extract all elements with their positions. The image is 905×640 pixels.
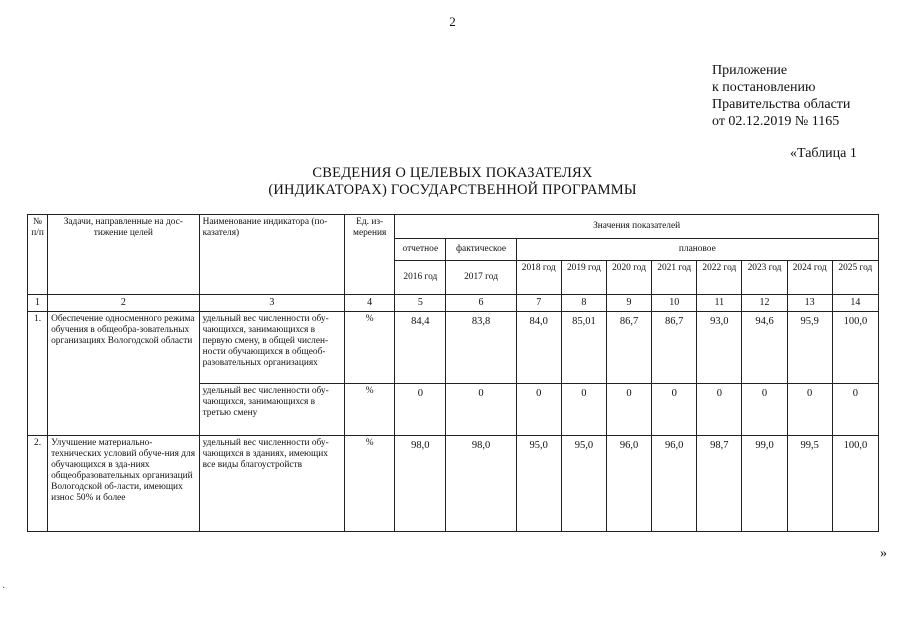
value-cell: 84,0 (516, 312, 561, 384)
column-number: 13 (787, 295, 832, 312)
value-cell: 0 (742, 384, 787, 436)
year-header: 2018 год (516, 261, 561, 295)
value-cell: 93,0 (697, 312, 742, 384)
column-number: 14 (832, 295, 878, 312)
closing-quote: » (880, 546, 887, 561)
year-header: 2024 год (787, 261, 832, 295)
column-number: 9 (606, 295, 651, 312)
table-reference: «Таблица 1 (790, 146, 857, 161)
row-indicator: удельный вес численности обу-чающихся в зданиях, имеющих все виды благоустройств (199, 436, 345, 532)
value-cell: 94,6 (742, 312, 787, 384)
row-num: 2. (28, 436, 48, 532)
value-cell: 86,7 (652, 312, 697, 384)
row-task: Обеспечение односменного режима обучения в общеобра-зовательных организациях Вологодской области (48, 312, 200, 436)
column-number: 10 (652, 295, 697, 312)
column-number: 6 (446, 295, 516, 312)
value-cell: 85,01 (561, 312, 606, 384)
table-row (28, 312, 879, 384)
column-number: 4 (345, 295, 395, 312)
annex-block (712, 62, 850, 130)
header-num: № п/п (28, 215, 48, 295)
value-cell: 95,9 (787, 312, 832, 384)
edge-mark: · (2, 583, 6, 594)
value-cell: 0 (561, 384, 606, 436)
title-line-2: (ИНДИКАТОРАХ) ГОСУДАРСТВЕННОЙ ПРОГРАММЫ (268, 182, 637, 198)
value-cell: 100,0 (832, 312, 878, 384)
value-cell: 0 (606, 384, 651, 436)
year-header: 2017 год (446, 261, 516, 295)
indicators-table (27, 214, 879, 532)
value-cell: 95,0 (516, 436, 561, 532)
annex-line-2: к постановлению (712, 80, 816, 95)
row-unit: % (345, 436, 395, 532)
year-header: 2020 год (606, 261, 651, 295)
year-header: 2021 год (652, 261, 697, 295)
value-cell: 83,8 (446, 312, 516, 384)
column-number: 2 (48, 295, 200, 312)
value-cell: 84,4 (395, 312, 446, 384)
column-number: 5 (395, 295, 446, 312)
annex-line-1: Приложение (712, 63, 788, 78)
value-cell: 98,7 (697, 436, 742, 532)
value-cell: 96,0 (606, 436, 651, 532)
column-number-row (28, 295, 879, 312)
value-cell: 99,0 (742, 436, 787, 532)
column-number: 1 (28, 295, 48, 312)
page-number: 2 (449, 14, 456, 29)
row-unit: % (345, 312, 395, 384)
document-title (0, 165, 905, 199)
value-cell: 96,0 (652, 436, 697, 532)
value-cell: 0 (697, 384, 742, 436)
header-actual: фактическое (446, 239, 516, 261)
year-header: 2016 год (395, 261, 446, 295)
column-number: 12 (742, 295, 787, 312)
value-cell: 98,0 (395, 436, 446, 532)
year-header: 2019 год (561, 261, 606, 295)
value-cell: 95,0 (561, 436, 606, 532)
annex-line-3: Правительства области (712, 97, 851, 112)
header-indicator: Наименование индикатора (по-казателя) (199, 215, 345, 295)
annex-line-4: от 02.12.2019 № 1165 (712, 114, 840, 129)
value-cell: 0 (516, 384, 561, 436)
header-planned: плановое (516, 239, 878, 261)
header-values: Значения показателей (395, 215, 879, 239)
header-task: Задачи, направленные на дос-тижение целей (48, 215, 200, 295)
value-cell: 0 (652, 384, 697, 436)
value-cell: 99,5 (787, 436, 832, 532)
title-line-1: СВЕДЕНИЯ О ЦЕЛЕВЫХ ПОКАЗАТЕЛЯХ (312, 165, 593, 181)
row-task: Улучшение материально-технических условий обуче-ния для обучающихся в зда-ниях общеобразовательных организаций Вологодской об-ласти, имеющих износ 50% и более (48, 436, 200, 532)
row-unit: % (345, 384, 395, 436)
value-cell: 86,7 (606, 312, 651, 384)
row-num: 1. (28, 312, 48, 436)
header-reported: отчетное (395, 239, 446, 261)
column-number: 7 (516, 295, 561, 312)
row-indicator: удельный вес численности обу-чающихся, занимающихся в первую смену, в общей числен-ности обучающихся в общеоб-разовательных организациях (199, 312, 345, 384)
column-number: 11 (697, 295, 742, 312)
value-cell: 0 (787, 384, 832, 436)
table-row (28, 436, 879, 532)
value-cell: 0 (395, 384, 446, 436)
row-indicator: удельный вес численности обу-чающихся, занимающихся в третью смену (199, 384, 345, 436)
column-number: 3 (199, 295, 345, 312)
value-cell: 0 (832, 384, 878, 436)
value-cell: 100,0 (832, 436, 878, 532)
value-cell: 0 (446, 384, 516, 436)
header-unit: Ед. из-мерения (345, 215, 395, 295)
value-cell: 98,0 (446, 436, 516, 532)
year-header: 2022 год (697, 261, 742, 295)
year-header: 2023 год (742, 261, 787, 295)
year-header: 2025 год (832, 261, 878, 295)
column-number: 8 (561, 295, 606, 312)
